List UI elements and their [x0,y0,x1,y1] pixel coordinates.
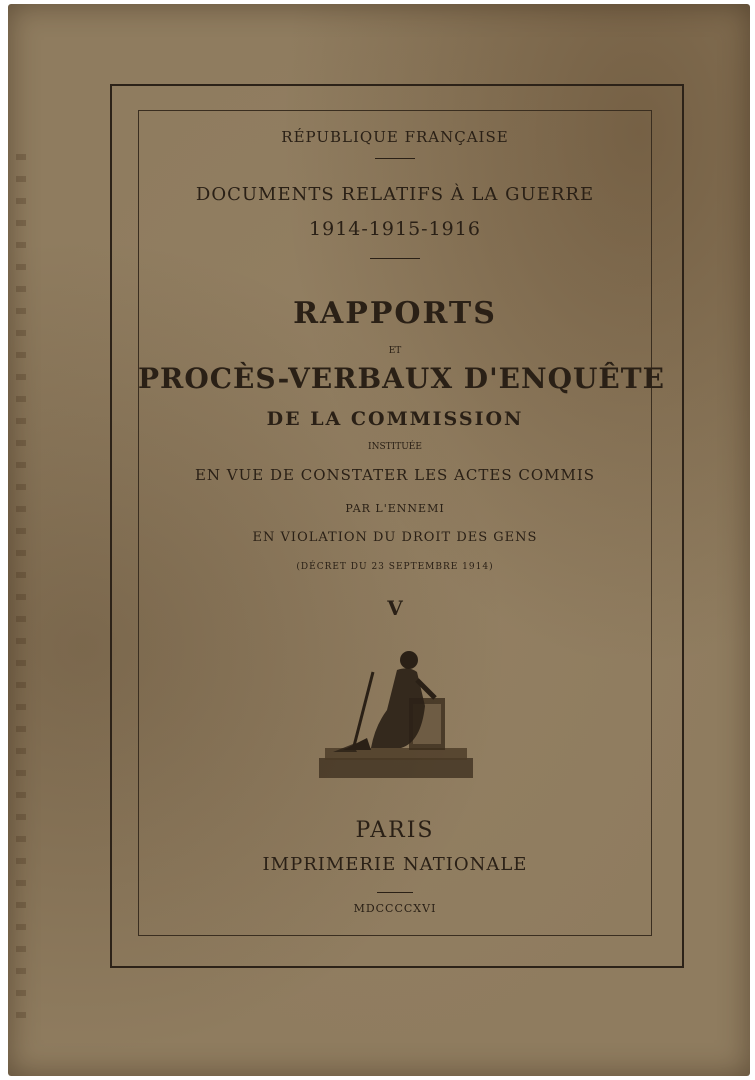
imprimerie-nationale-emblem [313,646,479,784]
separator-rule [370,258,420,259]
main-subtitle: PROCÈS-VERBAUX D'ENQUÊTE [138,362,665,395]
violation-line: EN VIOLATION DU DROIT DES GENS [252,530,538,545]
enemy-line: PAR L'ENNEMI [345,502,445,515]
conjunction-et: ET [388,346,402,356]
decree-line: (DÉCRET DU 23 SEPTEMBRE 1914) [296,562,494,572]
publication-year: MDCCCCXVI [353,902,437,915]
volume-number: V [387,596,403,620]
publisher-name: IMPRIMERIE NATIONALE [262,854,528,875]
separator-rule [375,158,415,159]
series-years: 1914-1915-1916 [309,218,481,240]
commission-line: DE LA COMMISSION [266,408,524,430]
purpose-line: EN VUE DE CONSTATER LES ACTES COMMIS [194,466,596,484]
separator-rule [377,892,413,893]
book-cover [8,4,750,1076]
instituee-line: INSTITUÉE [368,442,422,452]
republic-heading: RÉPUBLIQUE FRANÇAISE [281,128,509,146]
worn-spine-edge [16,154,26,1034]
publication-city: PARIS [355,818,435,843]
main-title: RAPPORTS [293,296,497,331]
series-title: DOCUMENTS RELATIFS À LA GUERRE [195,184,595,205]
